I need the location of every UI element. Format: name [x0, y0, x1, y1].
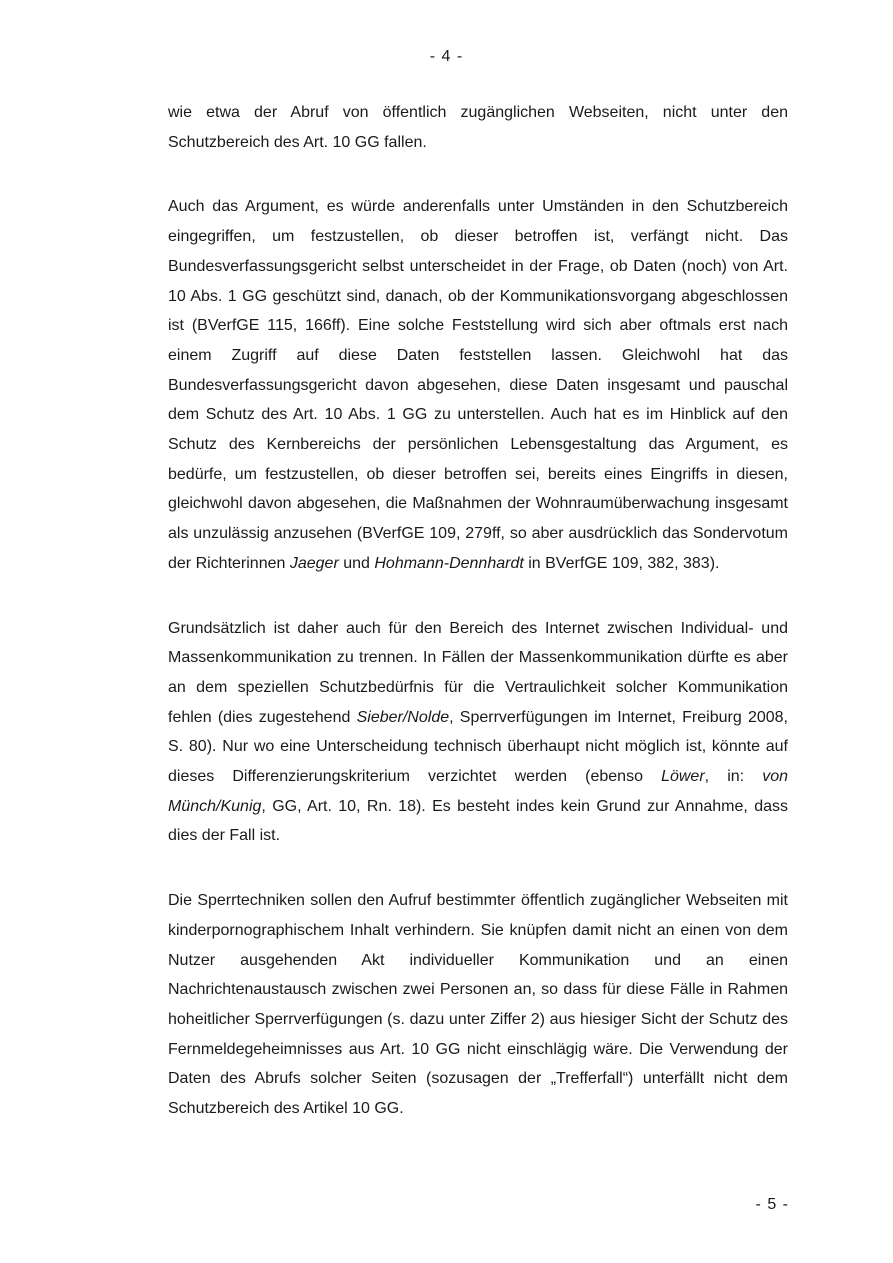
paragraph-1 [168, 98, 788, 157]
text-segment: Grundsätzlich ist daher auch für den Bereich des Internet zwischen Individual- und Massenkommunikation zu trennen. In Fällen der Massenkommunikation dürfte es aber an dem speziellen Schutzbedürfnis für die Vertraulichkeit solcher Kommunikation fehlen (dies zugestehend [168, 619, 788, 726]
text-segment: Die Sperrtechniken sollen den Aufruf bestimmter öffentlich zugänglicher Webseiten mit kinderpornographischem Inhalt verhindern. Sie knüpfen damit nicht an einen von dem Nutzer ausgehenden Akt individueller Kommunikation und an einen Nachrichtenaustausch zwischen zwei Personen an, so dass für diese Fälle in Rahmen hoheitlicher Sperrverfügungen (s. dazu unter Ziffer 2) aus hiesiger Sicht der Schutz des Fernmeldegeheimnisses aus Art. 10 GG nicht einschlägig wäre. Die Verwendung der Daten des Abrufs solcher Seiten (sozusagen der „Trefferfall“) unterfällt nicht dem Schutzbereich des Artikel 10 GG. [168, 892, 788, 1118]
citation-name: Löwer [661, 768, 705, 786]
text-segment: , GG, Art. 10, Rn. 18). Es besteht indes kein Grund zur Annahme, dass dies der Fall ist. [168, 797, 788, 845]
paragraph-4 [168, 886, 788, 1124]
text-segment: Auch das Argument, es würde anderenfalls unter Umständen in den Schutzbereich eingegriffen, um festzustellen, ob dieser betroffen ist, verfängt nicht. Das Bundesverfassungsgericht selbst unterscheidet in der Frage, ob Daten (noch) von Art. 10 Abs. 1 GG geschützt sind, danach, ob der Kommunikationsvorgang abgeschlossen ist (BVerfGE 115, 166ff). Eine solche Feststellung wird sich aber oftmals erst nach einem Zugriff auf diese Daten feststellen lassen. Gleichwohl hat das Bundesverfassungsgericht davon abgesehen, diese Daten insgesamt und pauschal dem Schutz des Art. 10 Abs. 1 GG zu unterstellen. Auch hat es im Hinblick auf den Schutz des Kernbereichs der persönlichen Lebensgestaltung das Argument, es bedürfe, um festzustellen, ob dieser betroffen sei, bereits eines Eingriffs in diesen, gleichwohl davon abgesehen, die Maßnahmen der Wohnraumüberwachung insgesamt als unzulässig anzusehen (BVerfGE 109, 279ff, so aber ausdrücklich das Sondervotum der Richterinnen [168, 198, 788, 572]
paragraph-2 [168, 192, 788, 578]
page-number: - 4 - [429, 48, 464, 65]
text-segment: in BVerfGE 109, 382, 383). [523, 554, 720, 572]
citation-name: von Münch/Kunig [168, 768, 788, 815]
citation-name: Jaeger [289, 554, 339, 572]
paragraph-3 [168, 614, 788, 852]
citation-name: Sieber/Nolde [356, 708, 450, 726]
body-text [168, 98, 788, 1124]
text-segment: und [338, 554, 375, 572]
next-page-marker: - 5 - [755, 1196, 789, 1213]
text-segment: wie etwa der Abruf von öffentlich zugänglichen Webseiten, nicht unter den Schutzbereich des Art. 10 GG fallen. [168, 104, 788, 151]
text-segment: , in: [704, 768, 763, 786]
text-segment: , Sperrverfügungen im Internet, Freiburg 2008, S. 80). Nur wo eine Unterscheidung technisch überhaupt nicht möglich ist, könnte auf dieses Differenzierungskriterium verzichtet werden (ebenso [168, 708, 788, 786]
citation-name: Hohmann-Dennhardt [374, 554, 524, 572]
